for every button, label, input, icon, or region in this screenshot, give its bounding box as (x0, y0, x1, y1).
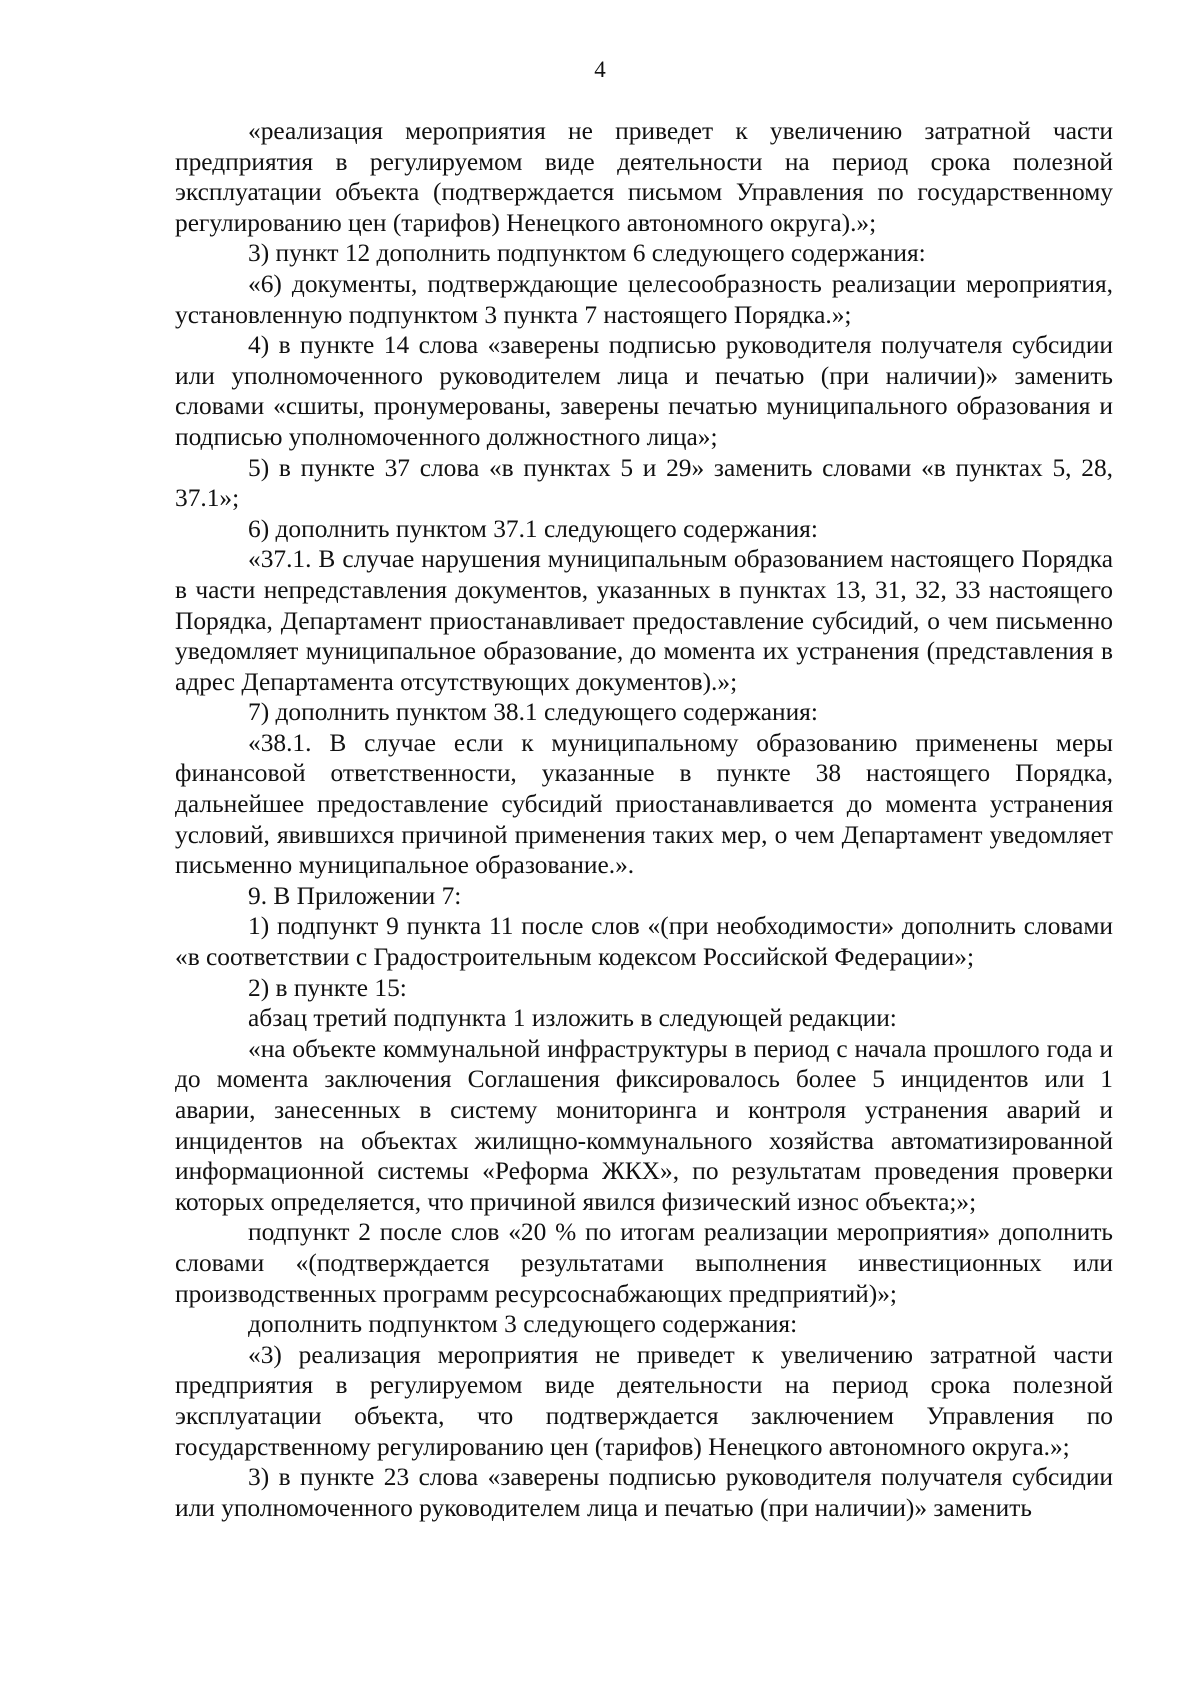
paragraph-16: дополнить подпунктом 3 следующего содержания: (248, 1310, 798, 1339)
paragraph-13: абзац третий подпункта 1 изложить в следующей редакции: (248, 1004, 897, 1033)
paragraph-17: «3) реализация мероприятия не приведет к увеличению затратной части предприятия в регулируемом виде деятельности на период срока полезной эксплуатации объекта, что подтверждается заключением Управления по государственному регулированию цен (тарифов) Ненецкого автономного округа.»; (175, 1340, 1113, 1461)
paragraph-4: 4) в пункте 14 слова «заверены подписью руководителя получателя субсидии или уполномоченного руководителем лица и печатью (при наличии)» заменить словами «сшиты, пронумерованы, заверены печатью муниципального образования и подписью уполномоченного должностного лица»; (175, 331, 1113, 451)
document-body (175, 116, 1113, 1523)
paragraph-11: 1) подпункт 9 пункта 11 после слов «(при необходимости» дополнить словами «в соответствии с Градостроительным кодексом Российской Федерации»; (175, 912, 1113, 972)
paragraph-14: «на объекте коммунальной инфраструктуры в период с начала прошлого года и до момента заключения Соглашения фиксировалось более 5 инцидентов или 1 аварии, занесенных в систему мониторинга и контроля устранения аварий и инцидентов на объектах жилищно-коммунального хозяйства автоматизированной информационной системы «Реформа ЖКХ», по результатам проведения проверки которых определяется, что причиной явился физический износ объекта;»; (175, 1034, 1113, 1216)
page-number: 4 (594, 57, 606, 82)
paragraph-3: «6) документы, подтверждающие целесообразность реализации мероприятия, установленную подпунктом 3 пункта 7 настоящего Порядка.»; (175, 269, 1113, 329)
paragraph-9: «38.1. В случае если к муниципальному образованию применены меры финансовой ответственности, указанные в пункте 38 настоящего Порядка, дальнейшее предоставление субсидий приостанавливается до момента устранения условий, явившихся причиной применения таких мер, о чем Департамент уведомляет письменно муниципальное образование.». (175, 728, 1113, 880)
paragraph-12: 2) в пункте 15: (248, 973, 407, 1002)
paragraph-10: 9. В Приложении 7: (248, 881, 462, 910)
paragraph-6: 6) дополнить пунктом 37.1 следующего содержания: (248, 514, 818, 543)
paragraph-7: «37.1. В случае нарушения муниципальным образованием настоящего Порядка в части непредставления документов, указанных в пунктах 13, 31, 32, 33 настоящего Порядка, Департамент приостанавливает предоставление субсидий, о чем письменно уведомляет муниципальное образование, до момента их устранения (представления в адрес Департамента отсутствующих документов).»; (175, 545, 1113, 696)
paragraph-18: 3) в пункте 23 слова «заверены подписью руководителя получателя субсидии или уполномоченного руководителем лица и печатью (при наличии)» заменить (175, 1463, 1113, 1522)
paragraph-15: подпункт 2 после слов «20 % по итогам реализации мероприятия» дополнить словами «(подтверждается результатами выполнения инвестиционных или производственных программ ресурсоснабжающих предприятий)»; (175, 1218, 1113, 1308)
paragraph-1: «реализация мероприятия не приведет к увеличению затратной части предприятия в регулируемом виде деятельности на период срока полезной эксплуатации объекта (подтверждается письмом Управления по государственному регулированию цен (тарифов) Ненецкого автономного округа).»; (175, 117, 1113, 237)
paragraph-2: 3) пункт 12 дополнить подпунктом 6 следующего содержания: (248, 239, 926, 268)
paragraph-5: 5) в пункте 37 слова «в пунктах 5 и 29» заменить словами «в пунктах 5, 28, 37.1»; (175, 453, 1113, 513)
paragraph-8: 7) дополнить пунктом 38.1 следующего содержания: (248, 698, 818, 727)
